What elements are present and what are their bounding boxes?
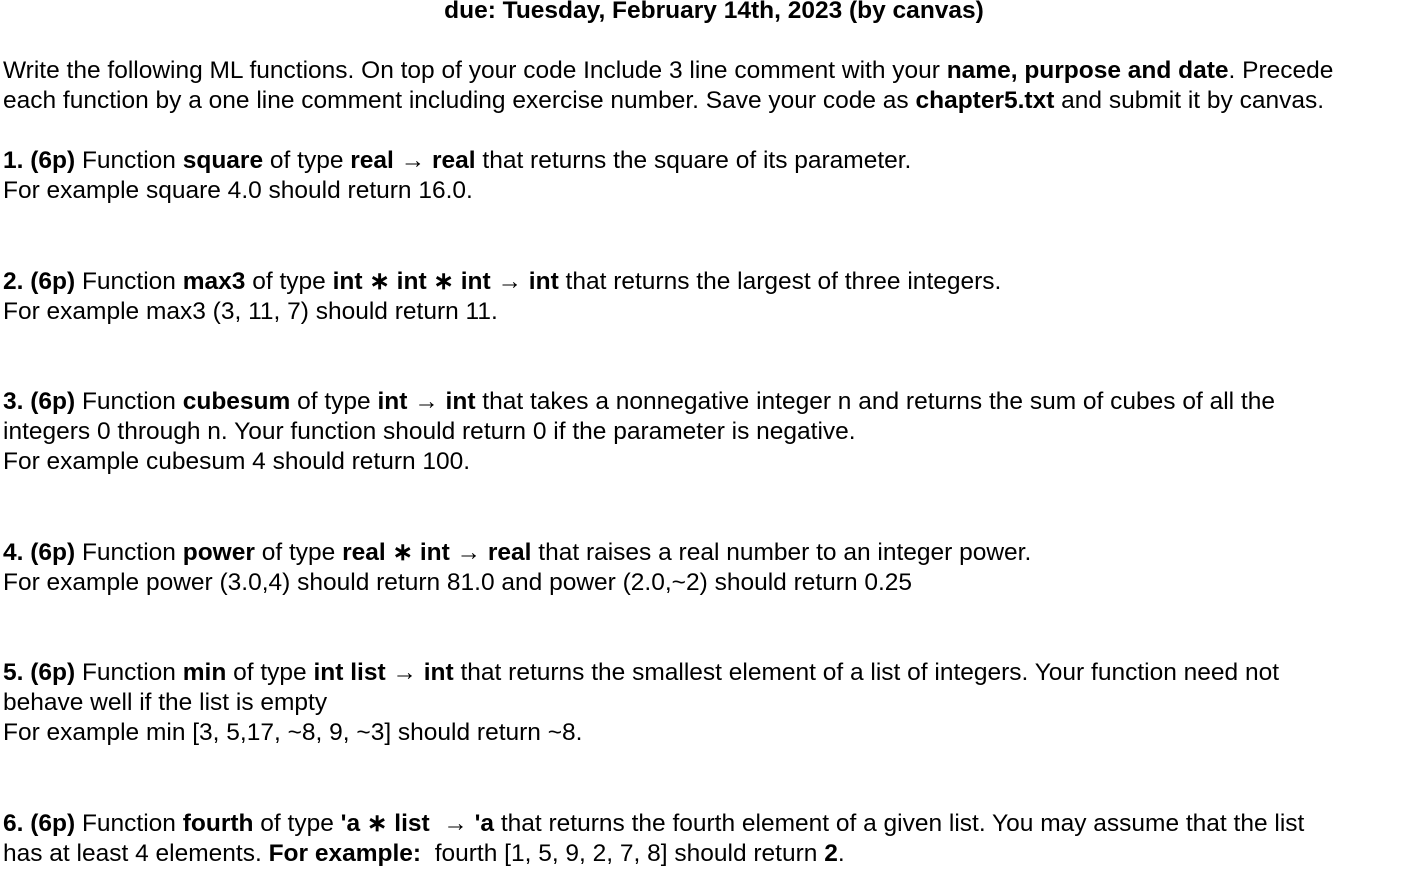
arrow-icon: → [429,810,475,837]
exercise-description: that returns the square of its parameter. [475,147,912,174]
exercise-text: of type [290,388,378,415]
exercise-text: of type [226,659,314,686]
intro-bold-text: chapter5.txt [915,87,1055,114]
type-input: int ∗ int ∗ int [332,268,491,295]
exercise-number: 5. (6p) [3,659,76,686]
exercise-text: Function [81,268,183,295]
exercise-number: 4. (6p) [3,539,76,566]
exercise-text: fourth [1, 5, 9, 2, 7, 8] should return [421,840,825,867]
intro-text: Write the following ML functions. On top of your code Include 3 line comment with your [3,57,947,84]
function-name: fourth [182,810,254,837]
exercise-5-description-cont: behave well if the list is empty [3,689,328,716]
exercise-6-description-cont [3,839,845,869]
exercise-3-description-cont: integers 0 through n. Your function should return 0 if the parameter is negative. [3,418,856,445]
exercise-number: 6. (6p) [3,810,76,837]
exercise-text: of type [245,268,333,295]
type-input: real ∗ int [342,539,450,566]
intro-text: . Precede [1228,57,1334,84]
exercise-5-example: For example min [3, 5,17, ~8, 9, ~3] should return ~8. [3,719,583,746]
exercise-2-example: For example max3 (3, 11, 7) should return 11. [3,298,498,325]
exercise-text: Function [81,388,183,415]
function-name: min [182,659,227,686]
exercise-1-heading [3,146,911,176]
exercise-4-example: For example power (3.0,4) should return 81.0 and power (2.0,~2) should return 0.25 [3,569,913,596]
function-name: max3 [182,268,246,295]
type-input: int list [313,659,386,686]
intro-text: each function by a one line comment including exercise number. Save your code as [3,87,916,114]
example-result: 2 [824,840,838,867]
exercise-description: that returns the largest of three integers. [558,268,1002,295]
arrow-icon: → [449,539,488,566]
function-name: square [182,147,264,174]
exercise-description: that returns the fourth element of a given list. You may assume that the list [494,810,1305,837]
type-output: real [487,539,532,566]
type-input: int [377,388,408,415]
exercise-text: has at least 4 elements. [3,840,269,867]
function-name: power [182,539,255,566]
exercise-2-heading [3,267,1001,297]
arrow-icon: → [385,659,424,686]
intro-text: and submit it by canvas. [1054,87,1325,114]
type-input: 'a ∗ list [340,810,430,837]
type-output: 'a [474,810,495,837]
type-output: int [445,388,476,415]
type-output: real [431,147,476,174]
arrow-icon: → [407,388,446,415]
exercise-text: of type [253,810,341,837]
exercise-description: that returns the smallest element of a list of integers. Your function need not [453,659,1280,686]
intro-bold-text: name, purpose and date [946,57,1229,84]
type-output: int [528,268,559,295]
exercise-text: . [837,840,845,867]
exercise-3-heading [3,387,1275,417]
exercise-6-heading [3,809,1304,839]
exercise-text: Function [81,539,183,566]
exercise-text: of type [263,147,351,174]
intro-line-2 [3,86,1324,116]
exercise-number: 1. (6p) [3,147,76,174]
exercise-3-example: For example cubesum 4 should return 100. [3,448,471,475]
exercise-4-heading [3,538,1031,568]
type-input: real [350,147,394,174]
example-label: For example: [268,840,422,867]
exercise-1-example: For example square 4.0 should return 16.0. [3,177,473,204]
type-output: int [423,659,454,686]
arrow-icon: → [393,147,432,174]
function-name: cubesum [182,388,291,415]
exercise-description: that raises a real number to an integer power. [531,539,1032,566]
intro-line-1 [3,56,1333,86]
exercise-description: that takes a nonnegative integer n and returns the sum of cubes of all the [475,388,1275,415]
exercise-number: 2. (6p) [3,268,76,295]
exercise-text: Function [81,147,183,174]
due-date-title: due: Tuesday, February 14th, 2023 (by canvas) [444,0,984,24]
exercise-text: Function [81,810,183,837]
arrow-icon: → [490,268,529,295]
exercise-text: Function [81,659,183,686]
exercise-5-heading [3,658,1279,688]
exercise-number: 3. (6p) [3,388,76,415]
exercise-text: of type [254,539,343,566]
